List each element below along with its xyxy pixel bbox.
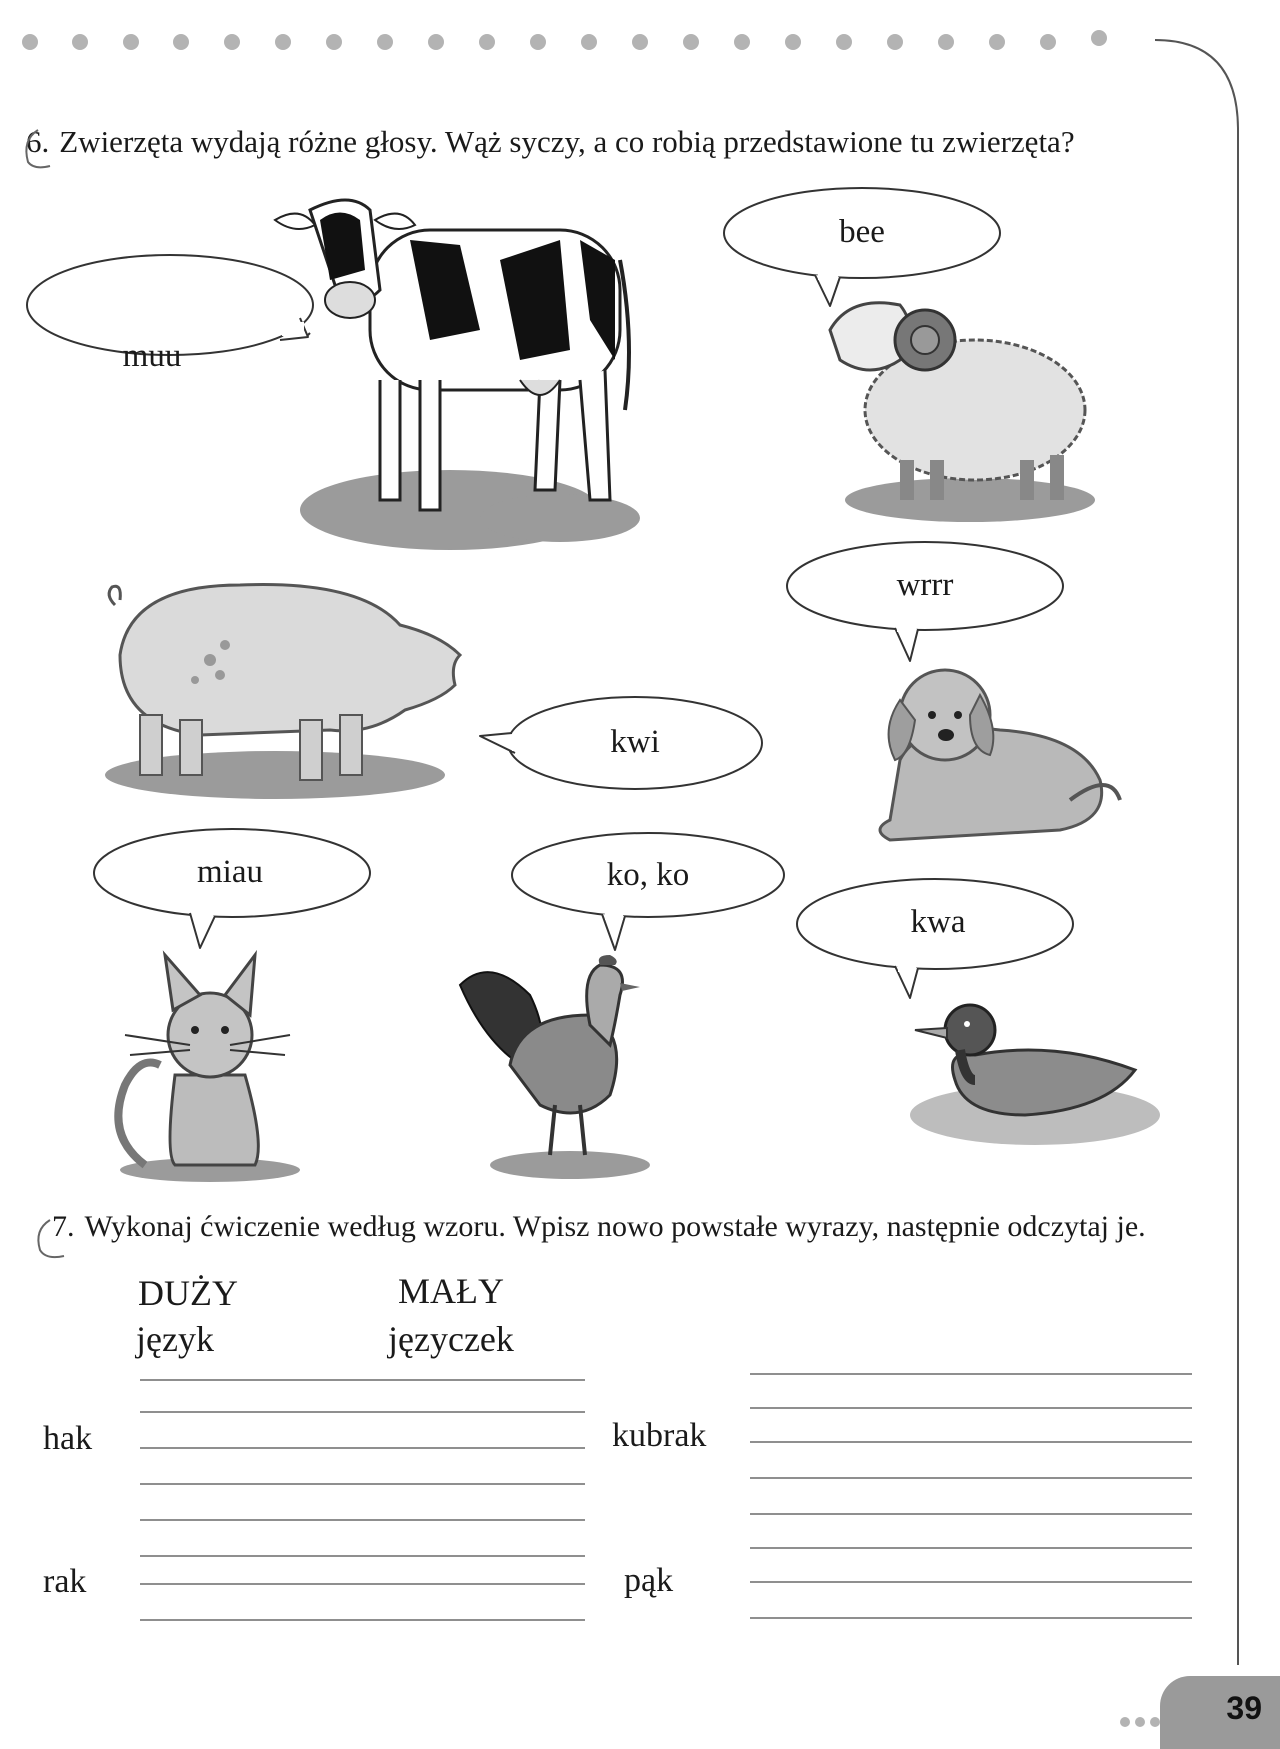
pig-sound-label: kwi <box>610 724 660 760</box>
word-kubrak: kubrak <box>612 1417 707 1454</box>
task-6-number: 6. <box>26 124 50 159</box>
word-pak: pąk <box>624 1562 674 1599</box>
rooster-sound-label: ko, ko <box>606 857 690 893</box>
task-7-text: Wykonaj ćwiczenie według wzoru. Wpisz nowo powstałe wyrazy, następnie odczytaj je. <box>84 1210 1146 1243</box>
task-7-instruction <box>52 1210 1146 1244</box>
sheep-sound-label: bee <box>839 214 885 250</box>
word-hak: hak <box>43 1420 93 1457</box>
writing-lines <box>0 1370 1280 1630</box>
example-small-word: języczek <box>388 1319 514 1359</box>
duck-sound-label: kwa <box>910 904 966 940</box>
task-6-text: Zwierzęta wydają różne głosy. Wąż syczy, a co robią przedstawione tu zwierzęta? <box>59 124 1075 159</box>
task-7-number: 7. <box>52 1210 75 1243</box>
dog-sound-label: wrrr <box>896 567 954 603</box>
cow-sound-label: muu <box>122 338 182 374</box>
page-number-tab <box>1160 1676 1280 1749</box>
page-number: 39 <box>1226 1690 1262 1726</box>
cat-sound-label: miau <box>197 854 263 890</box>
word-rak: rak <box>43 1563 87 1600</box>
header-small: MAŁY <box>398 1271 504 1311</box>
header-big: DUŻY <box>138 1273 238 1313</box>
example-big-word: język <box>136 1319 214 1359</box>
